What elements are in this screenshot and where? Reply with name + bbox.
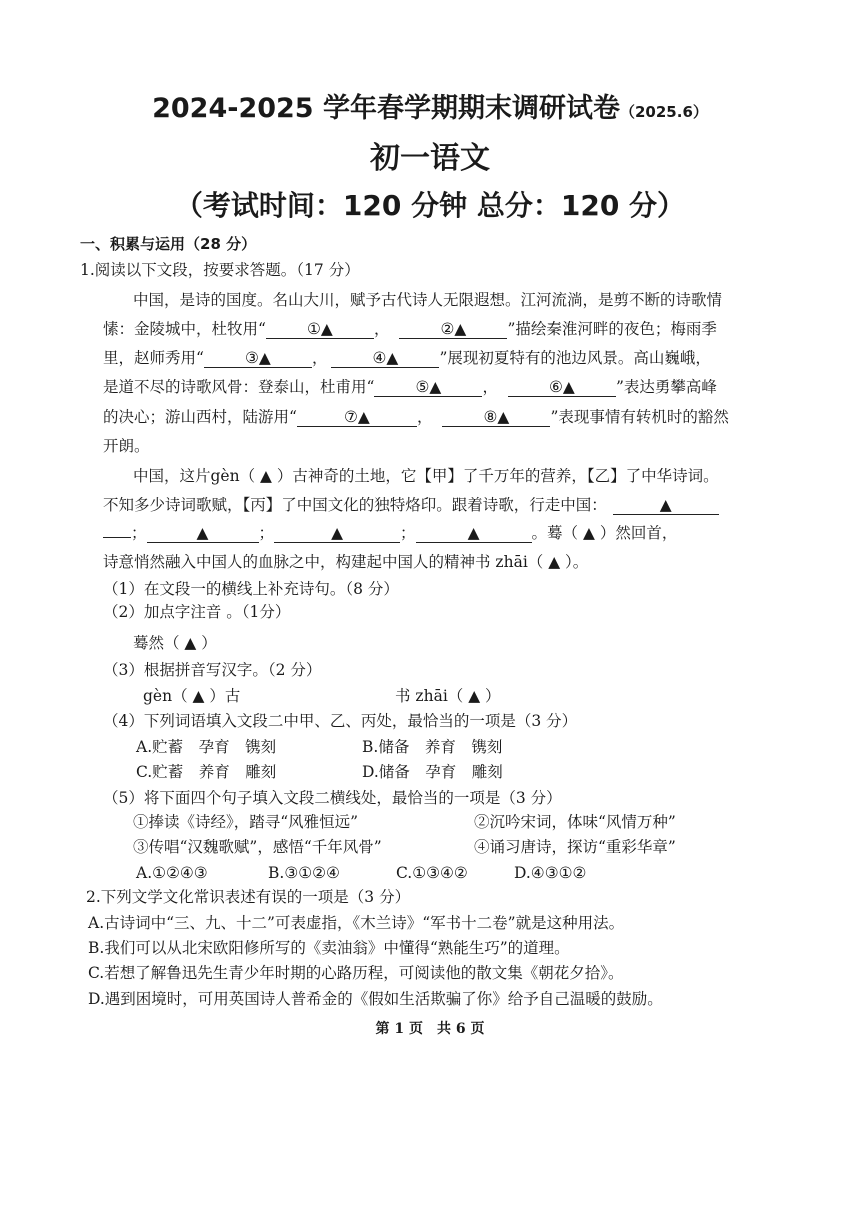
text-segment: 里，赵师秀用“ — [103, 349, 204, 367]
text-segment: 是道不尽的诗歌风骨：登泰山，杜甫用“ — [103, 378, 375, 396]
sentence-1: ①捧读《诗经》，踏寻“风雅恒远” — [133, 813, 359, 831]
subquestion-5: （5）将下面四个句子填入文段二横线处，最恰当的一项是（3 分） — [103, 789, 562, 807]
answer-blank-9[interactable]: ▲ — [613, 496, 719, 515]
text-segment: 愫：金陵城中，杜牧用“ — [103, 320, 266, 338]
text-segment: ”表现事情有转机时的豁然 — [550, 408, 729, 426]
answer-blank-7[interactable]: ⑦▲ — [297, 408, 417, 427]
exam-title-main: 2024-2025 学年春学期期末调研试卷 — [152, 93, 620, 124]
answer-blank-11[interactable]: ▲ — [274, 524, 400, 543]
subquestion-2-item: 蓦然（ ▲ ） — [133, 634, 217, 652]
text-segment: ， — [311, 349, 328, 367]
text-segment: ； — [400, 524, 416, 542]
text-segment: 。蓦（ ▲ ）然回首， — [531, 524, 678, 542]
text-segment: ； — [131, 524, 147, 542]
option-2d[interactable]: D.遇到困境时，可用英国诗人普希金的《假如生活欺骗了你》给予自己温暖的鼓励。 — [88, 990, 663, 1008]
passage1-line1: 中国，是诗的国度。名山大川，赋予古代诗人无限遐想。江河流淌，是剪不断的诗歌情 — [133, 291, 723, 309]
option-4b[interactable]: B.储备 养育 镌刻 — [362, 738, 503, 756]
passage1-line6: 开朗。 — [103, 437, 150, 455]
subquestion-3-item-a: gèn（ ▲ ）古 — [143, 687, 241, 705]
text-segment: ； — [258, 524, 275, 542]
question-2-heading: 2.下列文学文化常识表述有误的一项是（3 分） — [86, 888, 411, 906]
sentence-2: ②沉吟宋词，体味“风情万种” — [474, 813, 676, 831]
answer-blank-1[interactable]: ①▲ — [266, 320, 374, 339]
sentence-3: ③传唱“汉魏歌赋”，感悟“千年风骨” — [133, 838, 382, 856]
answer-blank-5[interactable]: ⑤▲ — [374, 378, 482, 397]
sentence-4: ④诵习唐诗，探访“重彩华章” — [474, 838, 676, 856]
subquestion-4: （4）下列词语填入文段二中甲、乙、丙处，最恰当的一项是（3 分） — [103, 712, 578, 730]
subquestion-2: （2）加点字注音 。（1分） — [103, 603, 291, 621]
text-segment: ， — [482, 378, 498, 396]
passage1-line3 — [103, 347, 711, 369]
text-segment: 不知多少诗词歌赋，【丙】了中国文化的独特烙印。跟着诗歌，行走中国： — [103, 496, 607, 514]
exam-title-year: （2025.6） — [620, 103, 708, 121]
option-2b[interactable]: B.我们可以从北宋欧阳修所写的《卖油翁》中懂得“熟能生巧”的道理。 — [88, 939, 570, 957]
text-segment: ”表达勇攀高峰 — [615, 378, 717, 396]
text-segment: ， — [373, 320, 390, 338]
text-segment: ”描绘秦淮河畔的夜色；梅雨季 — [507, 320, 717, 338]
answer-blank-10[interactable]: ▲ — [147, 524, 259, 543]
option-4d[interactable]: D.储备 孕育 雕刻 — [362, 763, 503, 781]
answer-blank-9-cont[interactable] — [103, 537, 131, 538]
answer-blank-12[interactable]: ▲ — [416, 524, 532, 543]
option-5b[interactable]: B.③①②④ — [268, 864, 340, 882]
text-segment: ， — [416, 408, 433, 426]
option-4c[interactable]: C.贮蓄 养育 雕刻 — [136, 763, 277, 781]
question-1-heading: 1.阅读以下文段，按要求答题。（17 分） — [80, 261, 360, 279]
answer-blank-8[interactable]: ⑧▲ — [442, 408, 550, 427]
passage2-line4: 诗意悄然融入中国人的血脉之中，构建起中国人的精神书 zhāi（ ▲ ）。 — [103, 553, 589, 571]
text-segment: 的决心；游山西村，陆游用“ — [103, 408, 297, 426]
answer-blank-6[interactable]: ⑥▲ — [508, 378, 616, 397]
passage1-line5 — [103, 406, 729, 428]
option-5a[interactable]: A.①②④③ — [136, 864, 208, 882]
exam-title — [0, 86, 860, 125]
passage1-line2 — [103, 318, 717, 340]
passage2-line1: 中国，这片gèn（ ▲ ）古神奇的土地，它【甲】了千万年的营养，【乙】了中华诗词。 — [133, 467, 719, 485]
answer-blank-3[interactable]: ③▲ — [204, 349, 312, 368]
option-2a[interactable]: A.古诗词中“三、九、十二”可表虚指，《木兰诗》“军书十二卷”就是这种用法。 — [88, 914, 625, 932]
passage1-line4 — [103, 376, 717, 398]
option-4a[interactable]: A.贮蓄 孕育 镌刻 — [136, 738, 277, 756]
subquestion-1: （1）在文段一的横线上补充诗句。（8 分） — [103, 580, 399, 598]
exam-subject: 初一语文 — [370, 141, 490, 176]
answer-blank-4[interactable]: ④▲ — [331, 349, 439, 368]
text-segment: ”展现初夏特有的池边风景。高山巍峨， — [439, 349, 711, 367]
option-2c[interactable]: C.若想了解鲁迅先生青少年时期的心路历程，可阅读他的散文集《朝花夕拾》。 — [88, 964, 624, 982]
option-5c[interactable]: C.①③④② — [396, 864, 468, 882]
passage2-line3 — [103, 522, 677, 544]
page-number: 第 1 页 共 6 页 — [375, 1021, 485, 1037]
option-5d[interactable]: D.④③①② — [514, 864, 587, 882]
passage2-line2 — [103, 494, 719, 516]
exam-info: （考试时间：120 分钟 总分：120 分） — [174, 189, 686, 222]
subquestion-3: （3）根据拼音写汉字。（2 分） — [103, 661, 322, 679]
section-heading: 一、积累与运用（28 分） — [80, 235, 257, 253]
answer-blank-2[interactable]: ②▲ — [399, 320, 507, 339]
subquestion-3-item-b: 书 zhāi（ ▲ ） — [395, 687, 501, 705]
